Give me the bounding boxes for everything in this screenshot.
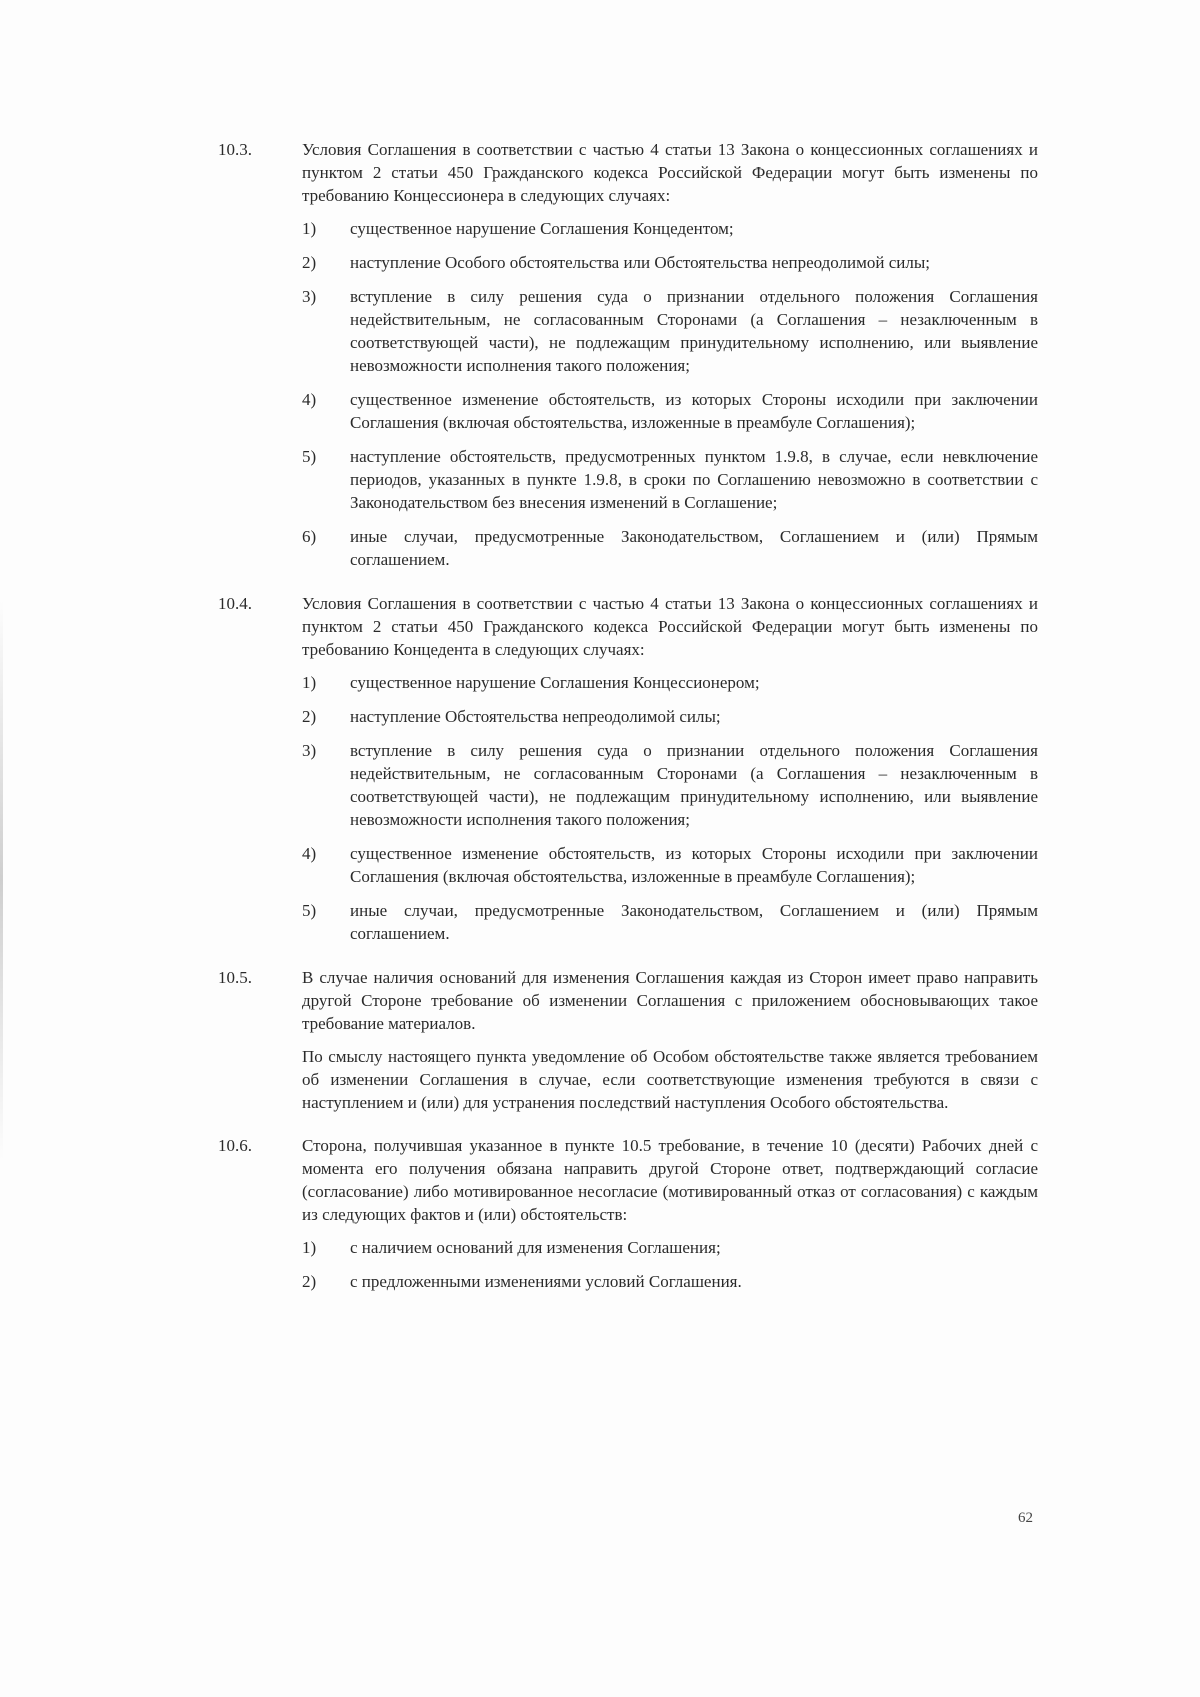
list-item-text: иные случаи, предусмотренные Законодательством, Соглашением и (или) Прямым соглашением. [350,527,1038,569]
list-item [302,251,1038,274]
list-item-text: существенное изменение обстоятельств, из которых Стороны исходили при заключении Соглашения (включая обстоятельства, изложенные в преамбуле Соглашения); [350,844,1038,886]
list-item [302,705,1038,728]
page-number: 62 [1018,1510,1033,1526]
clause-paragraph: По смыслу настоящего пункта уведомление об Особом обстоятельстве также является требованием об изменении Соглашения в случае, если соответствующие изменения требуются в связи с наступлением и (или) для устранения последствий наступления Особого обстоятельства. [302,1047,1038,1112]
list-item [302,525,1038,571]
clause-items [302,1236,1038,1293]
list-item-number: 2) [302,707,317,726]
list-item-number: 5) [302,901,317,920]
list-item-number: 3) [302,287,317,306]
list-item [302,899,1038,945]
list-item-number: 5) [302,447,317,466]
clause-10-6 [218,1134,1038,1304]
list-item-text: с предложенными изменениями условий Соглашения. [350,1272,742,1291]
list-item-text: существенное изменение обстоятельств, из которых Стороны исходили при заключении Соглашения (включая обстоятельства, изложенные в преамбуле Соглашения); [350,390,1038,432]
clause-10-4 [218,592,1038,956]
clause-number: 10.6. [218,1136,252,1155]
clause-body [302,138,1038,582]
list-item-text: наступление Обстоятельства непреодолимой силы; [350,707,721,726]
list-item-text: вступление в силу решения суда о признании отдельного положения Соглашения недействительным, не согласованным Сторонами (а Соглашения – незаключенным в соответствующей части), не подлежащим принудительному исполнению, или выявление невозможности исполнения такого положения; [350,287,1038,375]
clause-body [302,1134,1038,1304]
list-item-number: 2) [302,1272,317,1291]
clause-number: 10.4. [218,594,252,613]
clause-number: 10.5. [218,968,252,987]
list-item-number: 3) [302,741,317,760]
clause-paragraph: Сторона, получившая указанное в пункте 10.5 требование, в течение 10 (десяти) Рабочих дней с момента его получения обязана направить другой Стороне ответ, подтверждающий согласие (согласование) либо мотивированное несогласие (мотивированный отказ от согласования) с каждым из следующих фактов и (или) обстоятельств: [302,1136,1038,1224]
clause-paragraph: Условия Соглашения в соответствии с частью 4 статьи 13 Закона о концессионных соглашениях и пунктом 2 статьи 450 Гражданского кодекса Российской Федерации могут быть изменены по требованию Концедента в следующих случаях: [302,594,1038,659]
list-item-number: 1) [302,1238,317,1257]
list-item [302,671,1038,694]
list-item-number: 1) [302,219,317,238]
clause-body [302,592,1038,956]
list-item [302,1236,1038,1259]
list-item [302,388,1038,434]
list-item-text: вступление в силу решения суда о признании отдельного положения Соглашения недействительным, не согласованным Сторонами (а Соглашения – незаключенным в соответствующей части), не подлежащим принудительному исполнению, или выявление невозможности исполнения такого положения; [350,741,1038,829]
list-item [302,842,1038,888]
list-item-number: 6) [302,527,317,546]
clause-items [302,217,1038,571]
list-item-text: наступление обстоятельств, предусмотренных пунктом 1.9.8, в случае, если невключение периодов, указанных в пункте 1.9.8, в сроки по Соглашению невозможно в соответствии с Законодательством без внесения изменений в Соглашение; [350,447,1038,512]
clause-number: 10.3. [218,140,252,159]
list-item [302,1270,1038,1293]
document-content [218,138,1038,1314]
list-item-text: иные случаи, предусмотренные Законодательством, Соглашением и (или) Прямым соглашением. [350,901,1038,943]
list-item-text: наступление Особого обстоятельства или Обстоятельства непреодолимой силы; [350,253,931,272]
clause-paragraph: Условия Соглашения в соответствии с частью 4 статьи 13 Закона о концессионных соглашениях и пунктом 2 статьи 450 Гражданского кодекса Российской Федерации могут быть изменены по требованию Концессионера в следующих случаях: [302,140,1038,205]
clause-body [302,966,1038,1124]
list-item [302,739,1038,831]
list-item-number: 4) [302,390,317,409]
clause-10-5 [218,966,1038,1124]
list-item [302,285,1038,377]
clause-items [302,671,1038,945]
clause-paragraph: В случае наличия оснований для изменения Соглашения каждая из Сторон имеет право направить другой Стороне требование об изменении Соглашения с приложением обосновывающих такое требование материалов. [302,968,1038,1033]
list-item-text: существенное нарушение Соглашения Концедентом; [350,219,734,238]
list-item-number: 2) [302,253,317,272]
clause-10-3 [218,138,1038,582]
scan-edge-shadow [0,600,3,1160]
list-item [302,445,1038,514]
list-item-number: 1) [302,673,317,692]
list-item-text: с наличием оснований для изменения Соглашения; [350,1238,721,1257]
list-item-text: существенное нарушение Соглашения Концессионером; [350,673,760,692]
list-item [302,217,1038,240]
list-item-number: 4) [302,844,317,863]
